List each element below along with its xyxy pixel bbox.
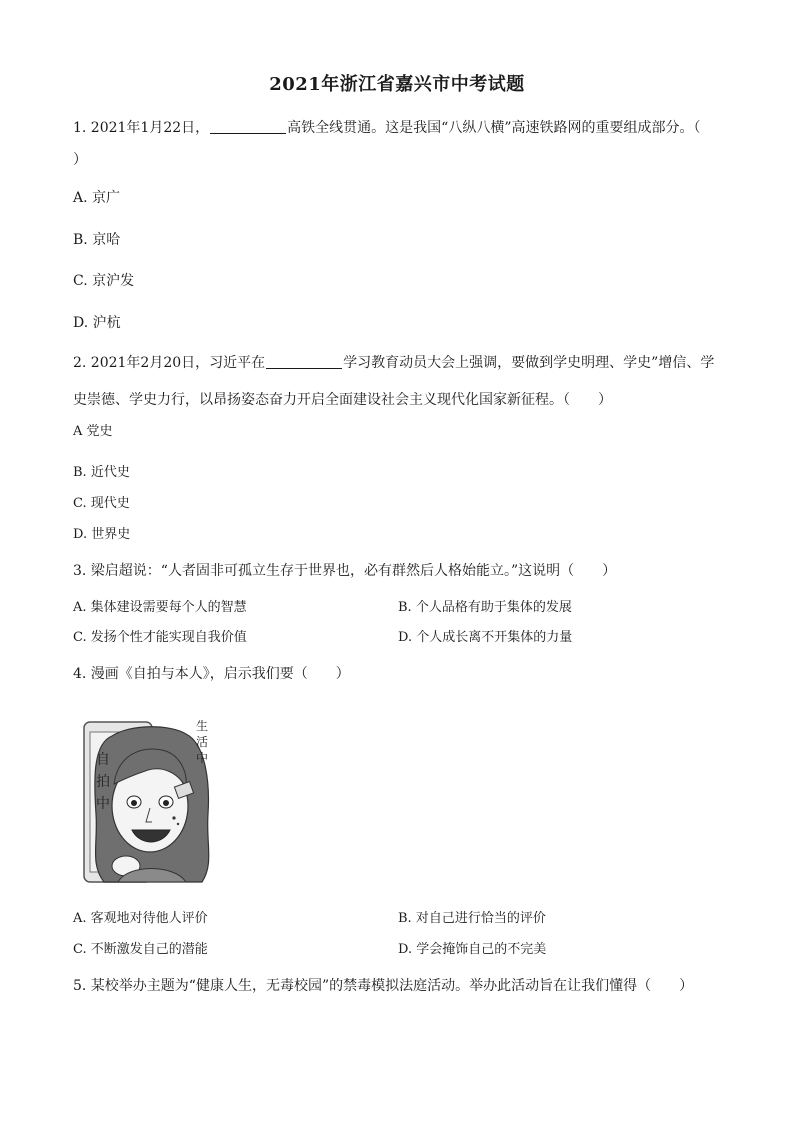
- page-title: 2021年浙江省嘉兴市中考试题: [269, 74, 525, 95]
- question-3-option-a: A. 集体建设需要每个人的智慧: [73, 600, 247, 615]
- question-3-option-c: C. 发扬个性才能实现自我价值: [73, 630, 247, 645]
- question-1-stem: [73, 118, 701, 138]
- left-pupil: [131, 800, 137, 806]
- question-1-cont: ）: [73, 152, 87, 168]
- question-4-option-d: D. 学会掩饰自己的不完美: [398, 942, 547, 957]
- question-1-option-d: D. 沪杭: [73, 315, 121, 331]
- question-2-option-a: A 党史: [73, 424, 113, 439]
- question-2-stem: [73, 353, 714, 373]
- question-2-blank: [266, 354, 342, 369]
- mole: [172, 816, 175, 819]
- question-4-option-b: B. 对自己进行恰当的评价: [398, 911, 546, 926]
- freckle: [177, 823, 179, 825]
- caption-right-2: 活: [196, 735, 209, 749]
- question-5-stem: 5. 某校举办主题为“健康人生，无毒校园”的禁毒模拟法庭活动。举办此活动旨在让我们懂得（ ）: [73, 978, 694, 994]
- selfie-cartoon-illustration: [82, 714, 216, 888]
- right-pupil: [163, 800, 169, 806]
- question-1-option-c: C. 京沪发: [73, 273, 135, 289]
- question-3-option-b: B. 个人品格有助于集体的发展: [398, 600, 572, 615]
- question-1-post: 高铁全线贯通。这是我国“八纵八横”高速铁路网的重要组成部分。（: [287, 120, 701, 136]
- question-2-option-d: D. 世界史: [73, 527, 131, 542]
- question-1-option-b: B. 京哈: [73, 232, 121, 248]
- question-1-pre: 1. 2021年1月22日，: [73, 120, 210, 136]
- question-2-post: 学习教育动员大会上强调，要做到学史明理、学史”增信、学: [343, 355, 715, 371]
- question-2-cont: 史崇德、学史力行，以昂扬姿态奋力开启全面建设社会主义现代化国家新征程。（ ）: [73, 392, 612, 408]
- question-1-blank: [210, 119, 286, 134]
- question-4-option-c: C. 不断激发自己的潜能: [73, 942, 208, 957]
- question-2-option-b: B. 近代史: [73, 465, 130, 480]
- question-2-option-c: C. 现代史: [73, 496, 130, 511]
- caption-left-3: 中: [96, 796, 110, 812]
- caption-right-3: 中: [196, 751, 209, 765]
- caption-left-1: 自: [96, 752, 110, 768]
- question-3-option-d: D. 个人成长离不开集体的力量: [398, 630, 573, 645]
- question-1-option-a: A. 京广: [73, 190, 121, 206]
- question-4-option-a: A. 客观地对待他人评价: [73, 911, 208, 926]
- question-2-pre: 2. 2021年2月20日，习近平在: [73, 355, 266, 371]
- question-3-stem: 3. 梁启超说：“人者固非可孤立生存于世界也，必有群然后人格始能立。”这说明（ ）: [73, 563, 617, 579]
- caption-left-2: 拍: [96, 774, 110, 790]
- question-4-stem: 4. 漫画《自拍与本人》，启示我们要（ ）: [73, 666, 350, 682]
- caption-right-1: 生: [196, 719, 209, 733]
